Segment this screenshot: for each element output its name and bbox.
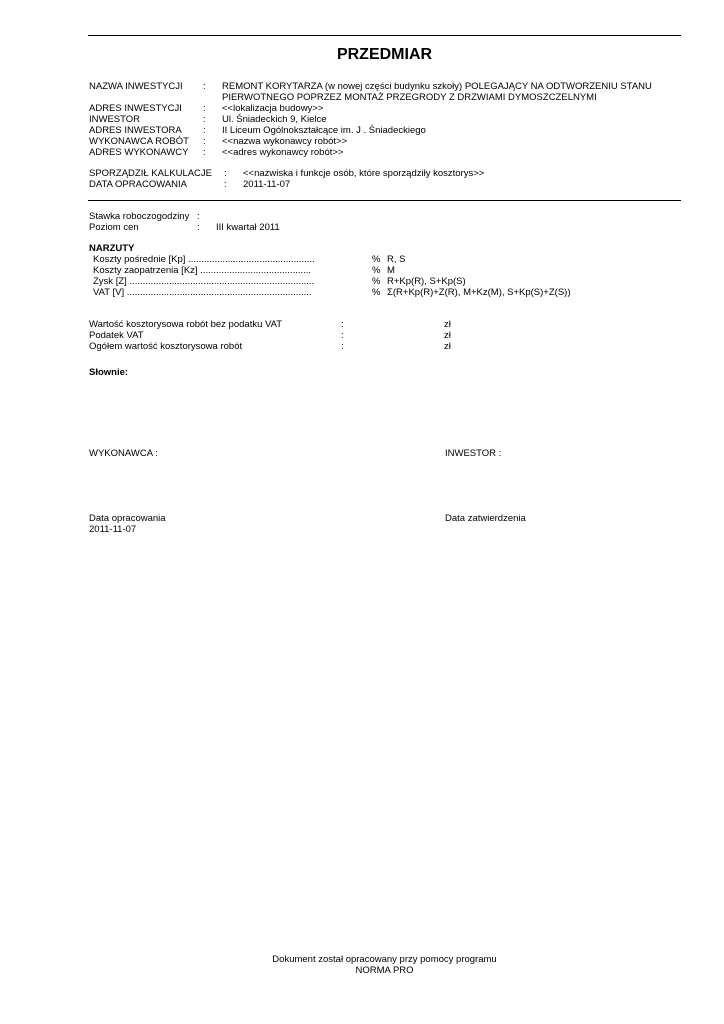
label-sporzadzil: SPORZĄDZIŁ KALKULACJE xyxy=(89,168,213,179)
value-adres-inwestora: II Liceum Ogólnokształcące im. J . Śniadeckiego xyxy=(222,125,426,136)
value-nazwa-inwestycji-line2: PIERWOTNEGO POPRZEZ MONTAŻ PRZEGRODY Z DRZWIAMI DYMOSZCZELNYMI xyxy=(222,92,597,103)
label-nazwa-inwestycji: NAZWA INWESTYCJI xyxy=(89,81,183,92)
total-label-netto: Wartość kosztorysowa robót bez podatku VAT xyxy=(89,319,283,330)
page-title: PRZEDMIAR xyxy=(336,46,433,63)
value-sporzadzil: <<nazwiska i funkcje osób, które sporządziły kosztorys>> xyxy=(243,168,485,179)
value-wykonawca-robot: <<nazwa wykonawcy robót>> xyxy=(222,136,348,147)
inwestor-signature-label: INWESTOR : xyxy=(445,448,502,459)
colon: : xyxy=(197,211,200,222)
narzut-value-kz: M xyxy=(387,265,395,276)
narzut-pct: % xyxy=(372,276,381,287)
colon: : xyxy=(203,114,206,125)
label-poziom-cen: Poziom cen xyxy=(89,222,139,233)
footer-line-1: Dokument został opracowany przy pomocy programu xyxy=(272,954,497,965)
slownie-label: Słownie: xyxy=(89,367,129,378)
narzut-value-kp: R, S xyxy=(387,254,406,265)
label-inwestor: INWESTOR xyxy=(89,114,141,125)
data-zatwierdzenia-label: Data zatwierdzenia xyxy=(445,513,526,524)
narzut-value-zysk: R+Kp(R), S+Kp(S) xyxy=(387,276,466,287)
colon: : xyxy=(203,103,206,114)
label-wykonawca-robot: WYKONAWCA ROBÓT xyxy=(89,136,189,147)
narzut-label-kz: Koszty zaopatrzenia [Kz] .......................................... xyxy=(93,265,312,276)
total-label-vat: Podatek VAT xyxy=(89,330,144,341)
colon: : xyxy=(341,319,344,330)
colon: : xyxy=(203,125,206,136)
colon: : xyxy=(341,330,344,341)
narzut-label-kp: Koszty pośrednie [Kp] ................................................ xyxy=(93,254,315,265)
total-unit-vat: zł xyxy=(444,330,451,341)
narzut-pct: % xyxy=(372,265,381,276)
value-nazwa-inwestycji: REMONT KORYTARZA (w nowej części budynku szkoły) POLEGAJĄCY NA ODTWORZENIU STANU xyxy=(222,81,652,92)
narzut-pct: % xyxy=(372,287,381,298)
footer-line-2: NORMA PRO xyxy=(355,965,414,976)
value-data-opracowania: 2011-11-07 xyxy=(243,179,291,190)
value-poziom-cen: III kwartał 2011 xyxy=(216,222,280,233)
total-unit-netto: zł xyxy=(444,319,451,330)
data-opracowania-value: 2011-11-07 xyxy=(89,524,137,535)
colon: : xyxy=(203,81,206,92)
label-adres-inwestora: ADRES INWESTORA xyxy=(89,125,182,136)
narzut-pct: % xyxy=(372,254,381,265)
narzut-label-vat: VAT [V] ...................................................................... xyxy=(93,287,312,298)
label-data-opracowania: DATA OPRACOWANIA xyxy=(89,179,188,190)
label-adres-wykonawcy: ADRES WYKONAWCY xyxy=(89,147,189,158)
value-adres-wykonawcy: <<adres wykonawcy robót>> xyxy=(222,147,344,158)
colon: : xyxy=(203,147,206,158)
total-unit-ogolem: zł xyxy=(444,341,451,352)
colon: : xyxy=(341,341,344,352)
colon: : xyxy=(203,136,206,147)
label-stawka: Stawka roboczogodziny xyxy=(89,211,190,222)
colon: : xyxy=(197,222,200,233)
data-opracowania-label: Data opracowania xyxy=(89,513,166,524)
narzut-value-vat: Σ(R+Kp(R)+Z(R), M+Kz(M), S+Kp(S)+Z(S)) xyxy=(387,287,571,298)
total-label-ogolem: Ogółem wartość kosztorysowa robót xyxy=(89,341,243,352)
wykonawca-signature-label: WYKONAWCA : xyxy=(89,448,158,459)
top-rule xyxy=(88,35,681,36)
value-adres-inwestycji: <<lokalizacja budowy>> xyxy=(222,103,324,114)
colon: : xyxy=(224,168,227,179)
value-inwestor: Ul. Śniadeckich 9, Kielce xyxy=(222,114,327,125)
narzuty-heading: NARZUTY xyxy=(89,243,135,254)
narzut-label-zysk: Zysk [Z] ...................................................................... xyxy=(93,276,315,287)
label-adres-inwestycji: ADRES INWESTYCJI xyxy=(89,103,182,114)
section-rule xyxy=(88,200,681,201)
colon: : xyxy=(224,179,227,190)
